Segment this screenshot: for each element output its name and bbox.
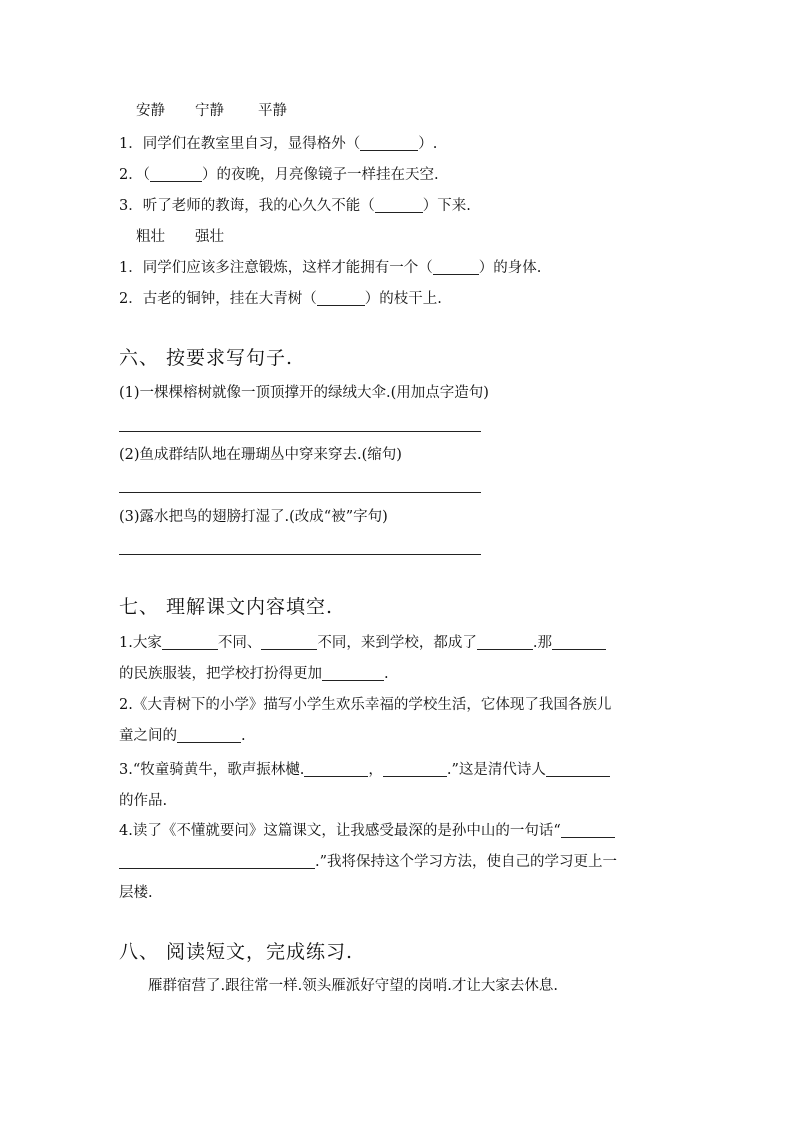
answer-blank[interactable]: [561, 823, 615, 838]
word-choice-row-2: [136, 227, 224, 247]
answer-blank[interactable]: [375, 198, 423, 213]
fill-sentence: 2．古老的铜钟，挂在大青树（ ）的枝干上.: [119, 291, 442, 307]
answer-line[interactable]: [119, 431, 481, 432]
fill-sentence: 2．（ ）的夜晚，月亮像镜子一样挂在天空.: [119, 167, 439, 183]
fill-sentence: 3.“牧童骑黄牛，歌声振林樾. ， .”这是清代诗人: [119, 760, 610, 780]
answer-blank[interactable]: [360, 136, 418, 151]
answer-blank[interactable]: [546, 762, 610, 777]
reading-paragraph: 雁群宿营了.跟往常一样.领头雁派好守望的岗哨.才让大家去休息.: [148, 978, 558, 994]
section-heading-7: 七、 理解课文内容填空.: [119, 596, 334, 618]
answer-blank[interactable]: [433, 260, 479, 275]
word-choice-row-1: [136, 101, 287, 121]
answer-blank[interactable]: [322, 666, 384, 681]
fill-sentence: 童之间的 .: [119, 728, 246, 744]
answer-blank[interactable]: [162, 635, 218, 650]
answer-blank[interactable]: [150, 167, 202, 182]
answer-blank[interactable]: [119, 854, 315, 869]
fill-sentence: 的作品.: [119, 793, 168, 809]
answer-blank[interactable]: [177, 728, 241, 743]
section-heading-8: 八、 阅读短文，完成练习.: [119, 941, 354, 963]
fill-sentence: 1．同学们应该多注意锻炼，这样才能拥有一个（ ）的身体.: [119, 260, 542, 276]
answer-blank[interactable]: [261, 635, 317, 650]
word-choice: 宁静: [195, 103, 224, 119]
answer-blank[interactable]: [552, 635, 606, 650]
answer-blank[interactable]: [477, 635, 533, 650]
fill-sentence: 层楼.: [119, 885, 153, 901]
answer-blank[interactable]: [304, 762, 368, 777]
word-choice: 安静: [136, 103, 165, 119]
word-choice: 强壮: [195, 229, 224, 245]
answer-blank[interactable]: [383, 762, 447, 777]
fill-sentence: 3．听了老师的教诲，我的心久久不能（ ）下来.: [119, 198, 471, 214]
answer-blank[interactable]: [317, 291, 365, 306]
fill-sentence: 1.大家 不同、 不同，来到学校，都成了 .那: [119, 633, 606, 653]
fill-sentence: 的民族服装，把学校打扮得更加 .: [119, 666, 389, 682]
fill-sentence: 2.《大青树下的小学》描写小学生欢乐幸福的学校生活，它体现了我国各族儿: [119, 697, 612, 713]
word-choice: 粗壮: [136, 229, 165, 245]
answer-line[interactable]: [119, 554, 481, 555]
fill-sentence: 1．同学们在教室里自习，显得格外（ ）.: [119, 136, 438, 152]
question: (1)一棵棵榕树就像一顶顶撑开的绿绒大伞.(用加点字造句): [119, 385, 489, 401]
question: (2)鱼成群结队地在珊瑚丛中穿来穿去.(缩句): [119, 447, 402, 463]
fill-sentence: 4.读了《不懂就要问》这篇课文，让我感受最深的是孙中山的一句话“: [119, 821, 615, 841]
word-choice: 平静: [258, 103, 287, 119]
question: (3)露水把鸟的翅膀打湿了.(改成“被”字句): [119, 509, 388, 525]
section-heading-6: 六、 按要求写句子.: [119, 347, 294, 369]
answer-line[interactable]: [119, 492, 481, 493]
fill-sentence: .”我将保持这个学习方法，使自己的学习更上一: [119, 852, 617, 872]
